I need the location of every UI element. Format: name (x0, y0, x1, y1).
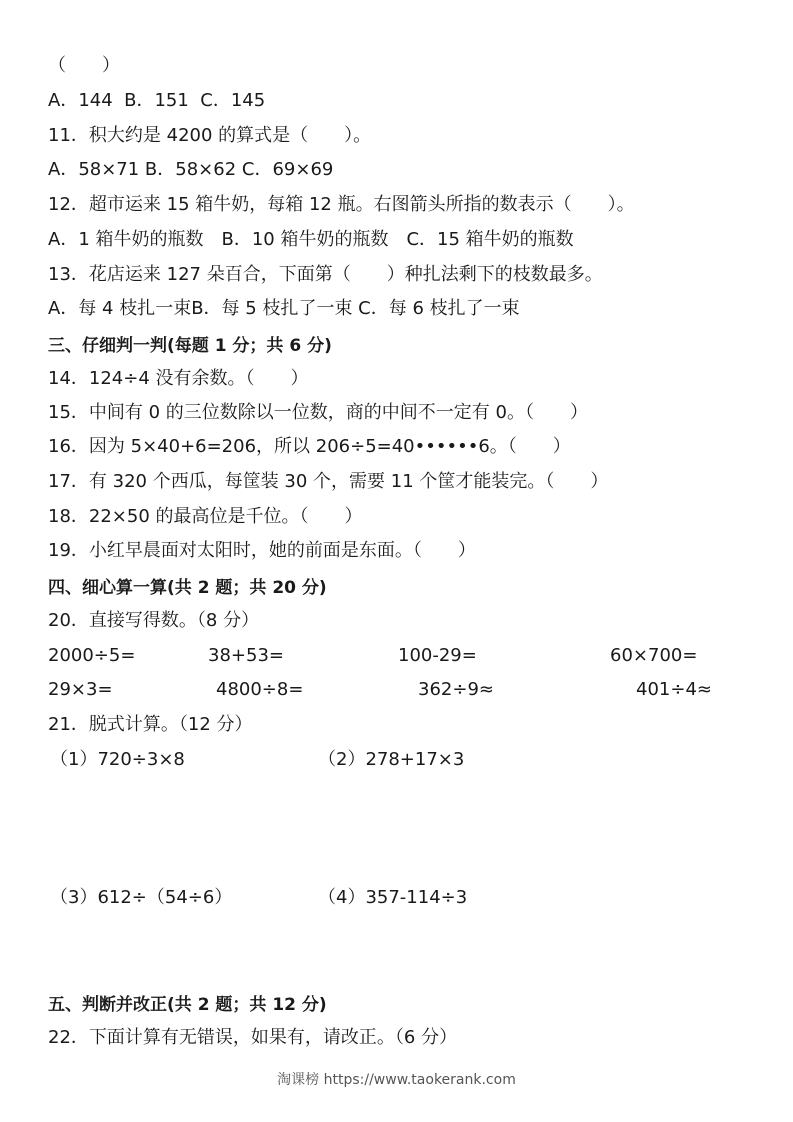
calc-item: 60×700= (610, 645, 698, 666)
q11-text: 11．积大约是 4200 的算式是（ ）。 (48, 125, 372, 146)
q20-text: 20．直接写得数。（8 分） (48, 610, 260, 631)
calc-item: 362÷9≈ (418, 679, 494, 700)
q12-text: 12．超市运来 15 箱牛奶，每箱 12 瓶。右图箭头所指的数表示（ ）。 (48, 194, 635, 215)
q22-text: 22．下面计算有无错误，如果有，请改正。（6 分） (48, 1027, 458, 1048)
q17-text: 17．有 320 个西瓜，每筐装 30 个，需要 11 个筐才能装完。（ ） (48, 471, 609, 492)
stepwise-problem: （4）357-114÷3 (318, 887, 468, 908)
q14-text: 14．124÷4 没有余数。（ ） (48, 368, 309, 389)
stepwise-problem: （2）278+17×3 (318, 749, 465, 770)
q15-text: 15．中间有 0 的三位数除以一位数，商的中间不一定有 0。（ ） (48, 402, 588, 423)
q12-options: A．1 箱牛奶的瓶数 B．10 箱牛奶的瓶数 C．15 箱牛奶的瓶数 (48, 229, 574, 250)
q11-options: A．58×71 B．58×62 C．69×69 (48, 159, 334, 180)
page-footer: 淘课榜 https://www.taokerank.com (277, 1072, 516, 1088)
q18-text: 18．22×50 的最高位是千位。（ ） (48, 506, 363, 527)
stepwise-problem: （1）720÷3×8 (50, 749, 185, 770)
calc-item: 4800÷8= (216, 679, 304, 700)
q19-text: 19．小红早晨面对太阳时，她的前面是东面。（ ） (48, 540, 476, 561)
calc-item: 38+53= (208, 645, 284, 666)
q13-text: 13．花店运来 127 朵百合，下面第（ ）种扎法剩下的枝数最多。 (48, 264, 603, 285)
answer-bracket: （ ） (48, 55, 120, 76)
section-4-heading: 四、细心算一算(共 2 题；共 20 分) (48, 578, 327, 598)
q16-text: 16．因为 5×40+6=206，所以 206÷5=40••••••6。（ ） (48, 436, 571, 457)
stepwise-problem: （3）612÷（54÷6） (50, 887, 233, 908)
q10-options: A．144 B．151 C．145 (48, 90, 266, 111)
calc-item: 2000÷5= (48, 645, 136, 666)
section-5-heading: 五、判断并改正(共 2 题；共 12 分) (48, 995, 327, 1015)
calc-item: 100-29= (398, 645, 477, 666)
calc-item: 401÷4≈ (636, 679, 712, 700)
calc-item: 29×3= (48, 679, 113, 700)
q13-options: A．每 4 枝扎一束B．每 5 枝扎了一束 C．每 6 枝扎了一束 (48, 298, 520, 319)
q21-text: 21．脱式计算。（12 分） (48, 714, 253, 735)
section-3-heading: 三、仔细判一判(每题 1 分；共 6 分) (48, 336, 332, 356)
